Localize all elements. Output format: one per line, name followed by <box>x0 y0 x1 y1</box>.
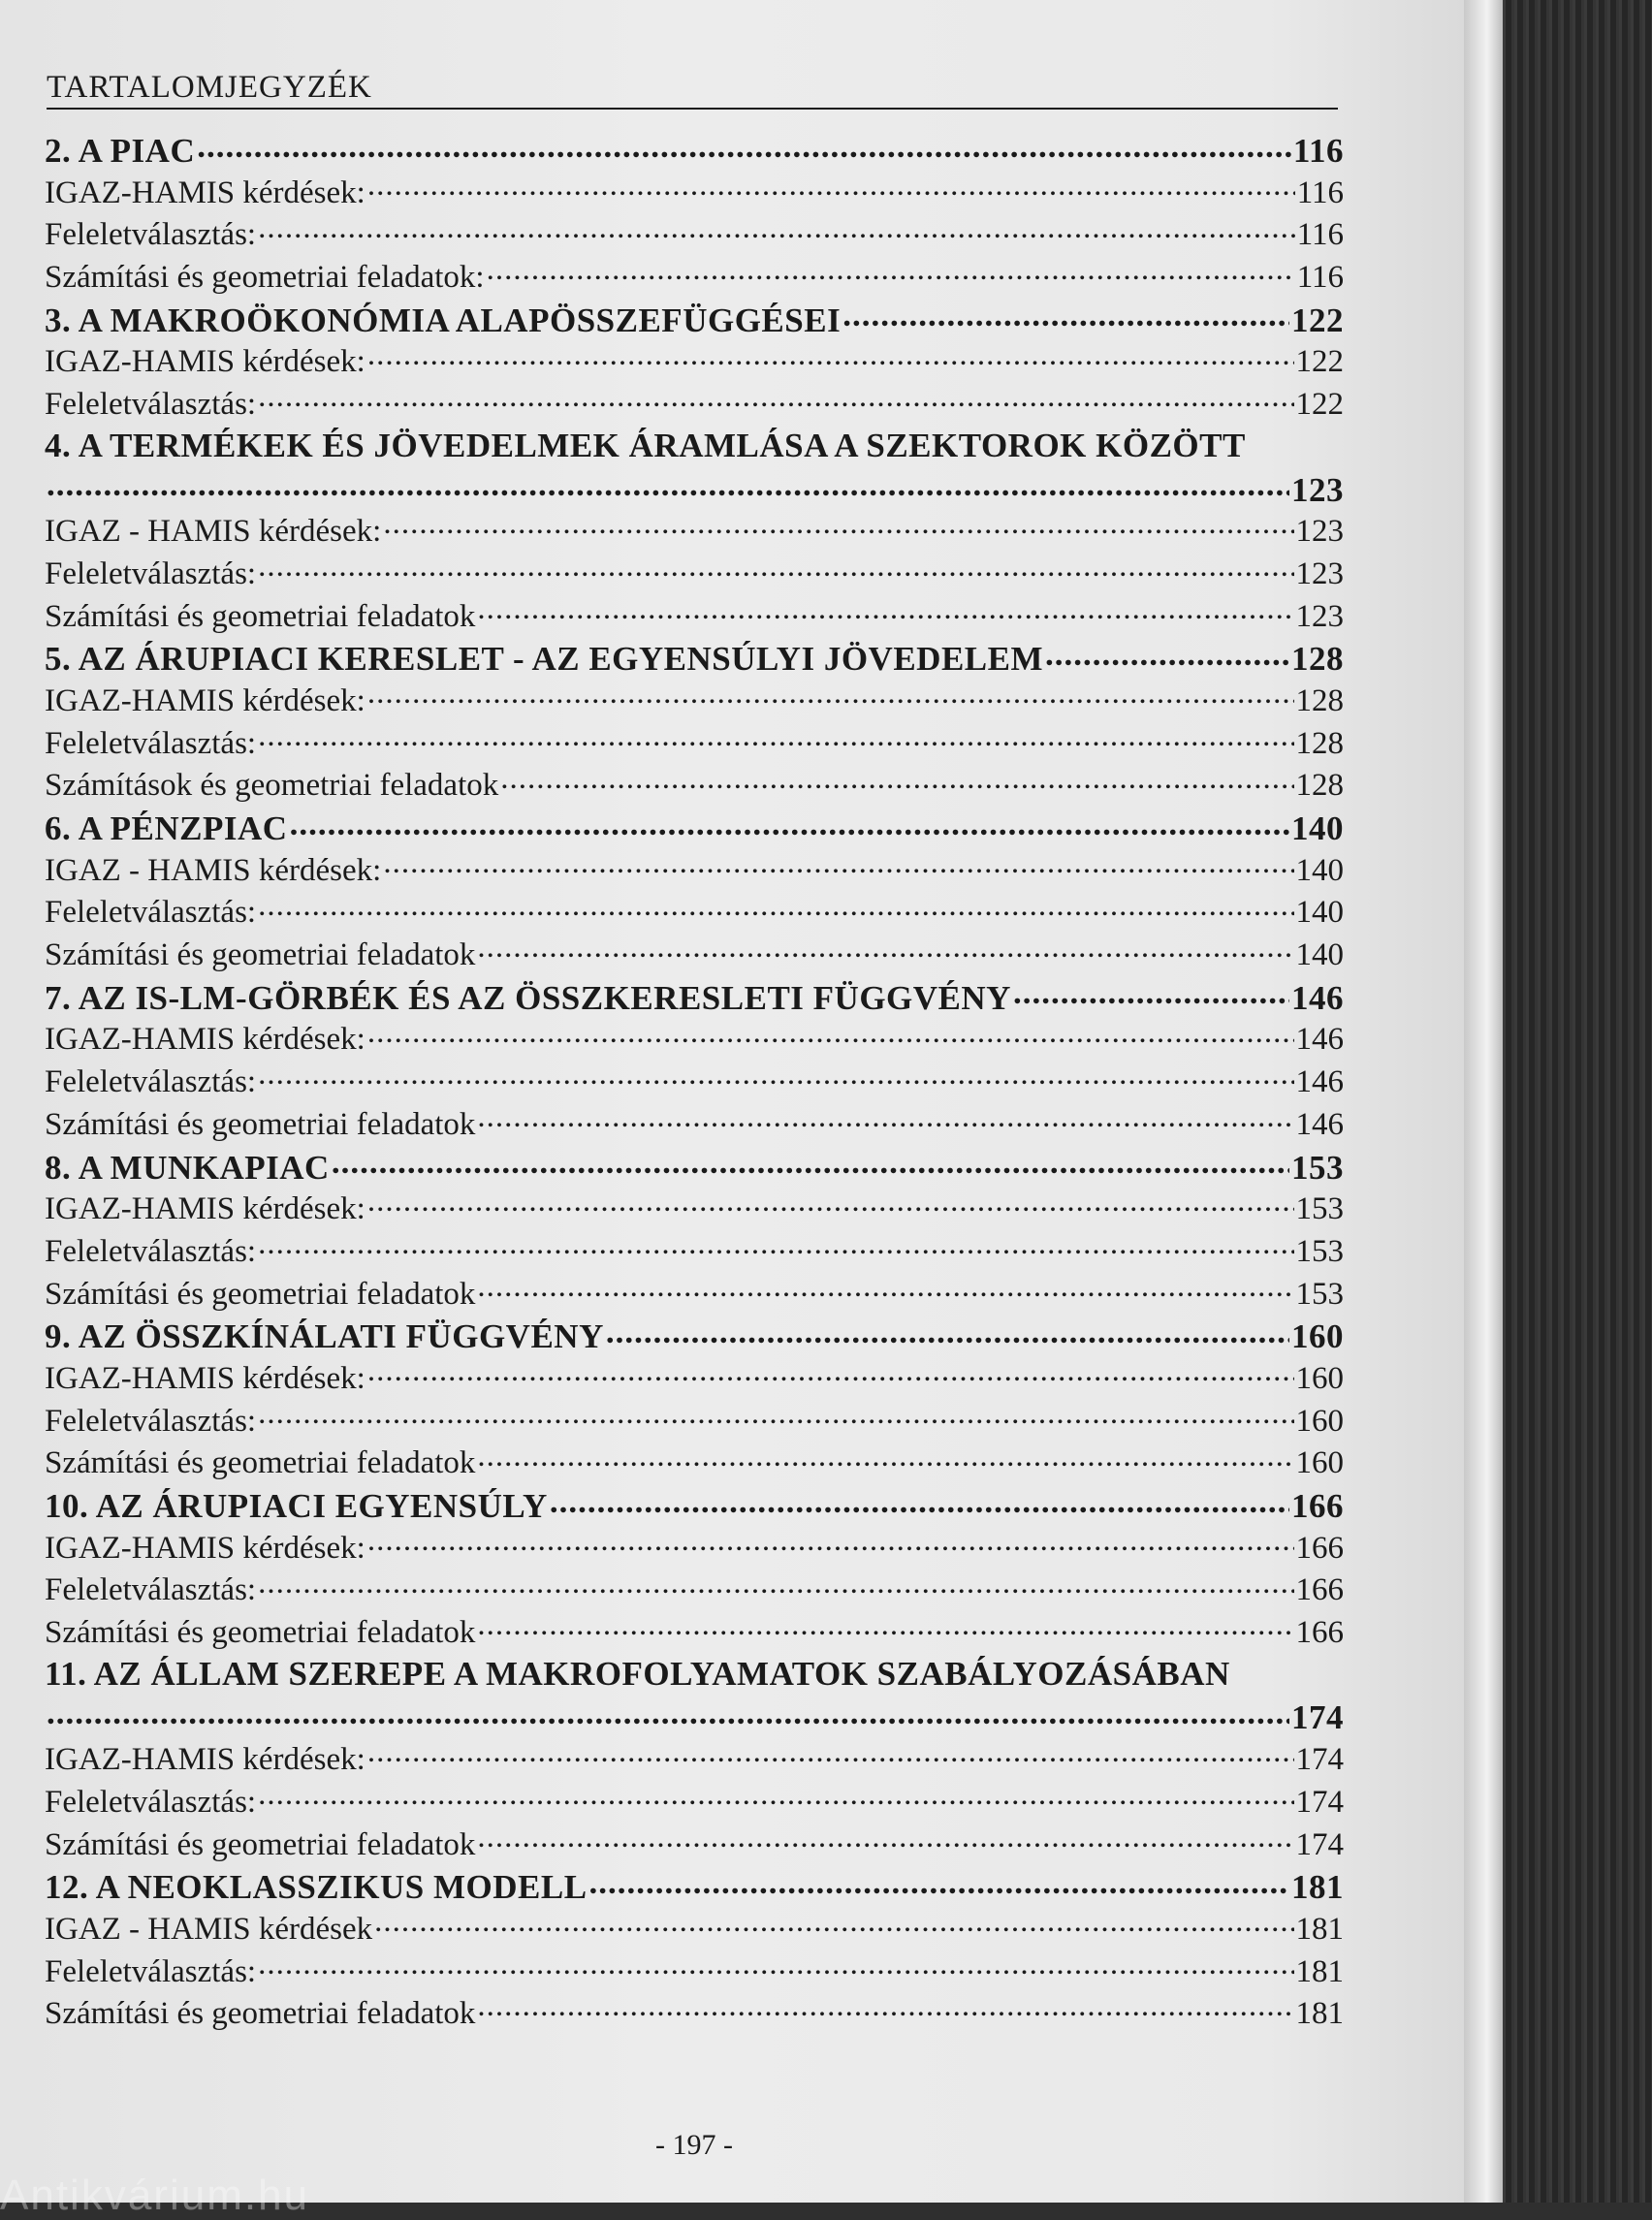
toc-entry-label: IGAZ-HAMIS kérdések: <box>45 682 365 718</box>
dot-leader <box>290 806 1289 840</box>
toc-subentry <box>45 382 1344 425</box>
toc-page-number: 122 <box>1295 387 1344 423</box>
toc-subentry <box>45 1950 1344 1992</box>
toc-entry-label: 9. AZ ÖSSZKÍNÁLATI FÜGGVÉNY <box>45 1317 604 1356</box>
dot-leader <box>367 1356 1294 1388</box>
dot-leader <box>374 1907 1293 1939</box>
toc-chapter-title <box>45 425 1344 467</box>
toc-entry-label: Feleletválasztás: <box>45 1064 257 1100</box>
toc-page-number: 140 <box>1291 809 1344 847</box>
toc-page-number: 123 <box>1295 598 1344 634</box>
toc-chapter <box>45 128 1344 171</box>
dot-leader <box>477 933 1293 965</box>
toc-entry-label: 5. AZ ÁRUPIACI KERESLET - AZ EGYENSÚLYI JÖVEDELEM <box>45 640 1044 679</box>
toc-entry-label: IGAZ-HAMIS kérdések: <box>45 1742 365 1778</box>
dot-leader <box>258 1568 1293 1600</box>
toc-entry-label: 12. A NEOKLASSZIKUS MODELL <box>45 1868 588 1907</box>
toc-entry-label: Feleletválasztás: <box>45 1784 257 1820</box>
dot-leader <box>258 552 1293 584</box>
toc-page-number: 123 <box>1291 470 1344 509</box>
dot-leader <box>367 1737 1294 1769</box>
toc-page-number: 116 <box>1296 260 1344 296</box>
toc-page-number: 160 <box>1295 1445 1344 1481</box>
toc-entry-label: IGAZ-HAMIS kérdések: <box>45 344 365 380</box>
dot-leader <box>477 1441 1293 1473</box>
toc-page-number: 140 <box>1295 937 1344 973</box>
toc-subentry <box>45 1441 1344 1483</box>
toc-page-number: 116 <box>1296 174 1344 210</box>
toc-chapter-leader <box>45 1695 1344 1737</box>
toc-entry-label: Feleletválasztás: <box>45 1233 257 1269</box>
toc-page-number: 122 <box>1291 301 1344 339</box>
dot-leader <box>367 1526 1294 1558</box>
page-edge <box>1464 0 1503 2203</box>
toc-entry-label: Feleletválasztás: <box>45 725 257 761</box>
toc-subentry <box>45 1823 1344 1865</box>
toc-chapter <box>45 636 1344 679</box>
toc-page-number: 181 <box>1295 1953 1344 1989</box>
dot-leader <box>1045 636 1289 670</box>
toc-entry-label: IGAZ - HAMIS kérdések <box>45 1911 373 1947</box>
toc-entry-label: IGAZ - HAMIS kérdések: <box>45 852 382 888</box>
toc-chapter <box>45 806 1344 848</box>
toc-chapter-title <box>45 1653 1344 1696</box>
toc-page-number: 116 <box>1292 132 1344 170</box>
toc-page-number: 128 <box>1295 682 1344 718</box>
dot-leader <box>477 594 1293 626</box>
toc-subentry <box>45 339 1344 382</box>
dot-leader <box>332 1145 1289 1179</box>
toc-chapter <box>45 1145 1344 1188</box>
dot-leader <box>487 255 1295 287</box>
toc-subentry <box>45 171 1344 213</box>
table-of-contents <box>45 128 1344 2034</box>
dot-leader <box>258 721 1293 753</box>
toc-page-number: 160 <box>1295 1360 1344 1396</box>
toc-entry-label: 2. A PIAC <box>45 132 196 170</box>
toc-chapter-leader <box>45 467 1344 510</box>
toc-page-number: 153 <box>1295 1233 1344 1269</box>
dot-leader <box>500 763 1293 795</box>
toc-entry-label: IGAZ-HAMIS kérdések: <box>45 1022 365 1058</box>
toc-entry-label: Feleletválasztás: <box>45 217 257 253</box>
toc-page-number: 166 <box>1291 1487 1344 1525</box>
toc-page-number: 128 <box>1295 768 1344 804</box>
dot-leader <box>477 1991 1293 2023</box>
toc-chapter <box>45 1314 1344 1356</box>
toc-page-number: 128 <box>1291 640 1344 679</box>
toc-page-number: 122 <box>1295 344 1344 380</box>
dot-leader <box>258 1060 1293 1092</box>
toc-entry-label: Feleletválasztás: <box>45 1953 257 1989</box>
toc-entry-label: Számítások és geometriai feladatok <box>45 768 499 804</box>
toc-chapter <box>45 1864 1344 1907</box>
toc-page-number: 174 <box>1295 1826 1344 1862</box>
dot-leader <box>1013 975 1289 1009</box>
toc-entry-label: 8. A MUNKAPIAC <box>45 1148 330 1187</box>
toc-page-number: 116 <box>1296 217 1344 253</box>
toc-page-number: 146 <box>1295 1064 1344 1100</box>
toc-entry-label: Számítási és geometriai feladatok: <box>45 260 485 296</box>
background-surface <box>1503 0 1652 2203</box>
toc-subentry <box>45 848 1344 891</box>
dot-leader <box>477 1272 1293 1304</box>
toc-subentry <box>45 594 1344 637</box>
dot-leader <box>258 1780 1293 1812</box>
dot-leader <box>367 1187 1294 1219</box>
toc-page-number: 140 <box>1295 895 1344 931</box>
dot-leader <box>258 1950 1293 1982</box>
toc-page-number: 166 <box>1295 1615 1344 1651</box>
toc-page-number: 153 <box>1295 1191 1344 1227</box>
dot-leader <box>383 848 1293 880</box>
toc-entry-label: 3. A MAKROÖKONÓMIA ALAPÖSSZEFÜGGÉSEI <box>45 301 842 339</box>
dot-leader <box>606 1314 1289 1348</box>
toc-entry-label: 4. A TERMÉKEK ÉS JÖVEDELMEK ÁRAMLÁSA A SZEKTOROK KÖZÖTT <box>45 426 1246 464</box>
toc-chapter <box>45 975 1344 1018</box>
toc-page-number: 140 <box>1295 852 1344 888</box>
dot-leader <box>367 171 1295 203</box>
dot-leader <box>477 1610 1293 1642</box>
toc-page-number: 153 <box>1295 1276 1344 1312</box>
toc-subentry <box>45 1526 1344 1569</box>
watermark: Antikvárium.hu <box>0 2172 310 2219</box>
toc-subentry <box>45 890 1344 933</box>
toc-subentry <box>45 933 1344 975</box>
toc-chapter <box>45 1483 1344 1526</box>
dot-leader <box>47 467 1289 501</box>
dot-leader <box>258 890 1293 922</box>
dot-leader <box>367 679 1294 711</box>
dot-leader <box>477 1102 1293 1134</box>
toc-page-number: 146 <box>1295 1022 1344 1058</box>
toc-entry-label: 11. AZ ÁLLAM SZEREPE A MAKROFOLYAMATOK SZABÁLYOZÁSÁBAN <box>45 1654 1230 1693</box>
toc-entry-label: Számítási és geometriai feladatok <box>45 1445 476 1481</box>
toc-subentry <box>45 1399 1344 1442</box>
toc-page-number: 128 <box>1295 725 1344 761</box>
toc-entry-label: Számítási és geometriai feladatok <box>45 1106 476 1142</box>
toc-subentry <box>45 1060 1344 1102</box>
toc-entry-label: IGAZ-HAMIS kérdések: <box>45 1191 365 1227</box>
toc-entry-label: Feleletválasztás: <box>45 555 257 591</box>
toc-subentry <box>45 721 1344 764</box>
dot-leader <box>367 1017 1294 1049</box>
dot-leader <box>842 298 1289 332</box>
toc-entry-label: Számítási és geometriai feladatok <box>45 1276 476 1312</box>
toc-subentry <box>45 1780 1344 1823</box>
dot-leader <box>367 339 1294 371</box>
toc-entry-label: IGAZ-HAMIS kérdések: <box>45 1530 365 1566</box>
dot-leader <box>258 212 1295 244</box>
toc-subentry <box>45 255 1344 298</box>
page-header: TARTALOMJEGYZÉK <box>47 70 1338 110</box>
toc-subentry <box>45 763 1344 806</box>
toc-page-number: 146 <box>1295 1106 1344 1142</box>
toc-page-number: 160 <box>1295 1403 1344 1439</box>
toc-subentry <box>45 1272 1344 1315</box>
toc-page-number: 174 <box>1291 1698 1344 1737</box>
toc-subentry <box>45 1907 1344 1950</box>
toc-subentry <box>45 1610 1344 1653</box>
toc-subentry <box>45 212 1344 255</box>
toc-page-number: 146 <box>1291 978 1344 1017</box>
toc-subentry <box>45 1017 1344 1060</box>
toc-page-number: 181 <box>1295 1911 1344 1947</box>
toc-page-number: 160 <box>1291 1317 1344 1356</box>
dot-leader <box>258 1229 1293 1261</box>
toc-entry-label: Feleletválasztás: <box>45 1572 257 1608</box>
dot-leader <box>550 1483 1289 1517</box>
toc-subentry <box>45 552 1344 594</box>
toc-subentry <box>45 509 1344 552</box>
toc-subentry <box>45 1229 1344 1272</box>
dot-leader <box>383 509 1293 541</box>
dot-leader <box>477 1823 1293 1855</box>
dot-leader <box>197 128 1291 162</box>
toc-subentry <box>45 1568 1344 1610</box>
toc-entry-label: 6. A PÉNZPIAC <box>45 809 288 847</box>
toc-page-number: 181 <box>1295 1996 1344 2032</box>
dot-leader <box>47 1695 1289 1728</box>
toc-subentry <box>45 1737 1344 1780</box>
toc-page-number: 123 <box>1295 555 1344 591</box>
toc-entry-label: Feleletválasztás: <box>45 1403 257 1439</box>
toc-page-number: 181 <box>1291 1868 1344 1907</box>
dot-leader <box>589 1864 1289 1898</box>
toc-entry-label: IGAZ-HAMIS kérdések: <box>45 174 365 210</box>
toc-entry-label: IGAZ - HAMIS kérdések: <box>45 514 382 550</box>
toc-entry-label: IGAZ-HAMIS kérdések: <box>45 1360 365 1396</box>
toc-page-number: 174 <box>1295 1784 1344 1820</box>
toc-subentry <box>45 1102 1344 1145</box>
toc-page-number: 166 <box>1295 1530 1344 1566</box>
page-number: - 197 - <box>655 2129 733 2161</box>
toc-entry-label: Feleletválasztás: <box>45 895 257 931</box>
dot-leader <box>258 1399 1293 1431</box>
toc-entry-label: Számítási és geometriai feladatok <box>45 1996 476 2032</box>
toc-subentry <box>45 1356 1344 1399</box>
toc-page-number: 123 <box>1295 514 1344 550</box>
toc-subentry <box>45 679 1344 721</box>
toc-page-number: 174 <box>1295 1742 1344 1778</box>
toc-entry-label: Feleletválasztás: <box>45 387 257 423</box>
toc-subentry <box>45 1187 1344 1229</box>
toc-entry-label: 7. AZ IS-LM-GÖRBÉK ÉS AZ ÖSSZKERESLETI FÜGGVÉNY <box>45 978 1011 1017</box>
toc-subentry <box>45 1991 1344 2034</box>
toc-entry-label: Számítási és geometriai feladatok <box>45 937 476 973</box>
toc-page-number: 153 <box>1291 1148 1344 1187</box>
toc-entry-label: Számítási és geometriai feladatok <box>45 1615 476 1651</box>
dot-leader <box>258 382 1293 414</box>
toc-entry-label: Számítási és geometriai feladatok <box>45 598 476 634</box>
toc-entry-label: Számítási és geometriai feladatok <box>45 1826 476 1862</box>
toc-entry-label: 10. AZ ÁRUPIACI EGYENSÚLY <box>45 1487 548 1525</box>
toc-page-number: 166 <box>1295 1572 1344 1608</box>
toc-chapter <box>45 298 1344 340</box>
